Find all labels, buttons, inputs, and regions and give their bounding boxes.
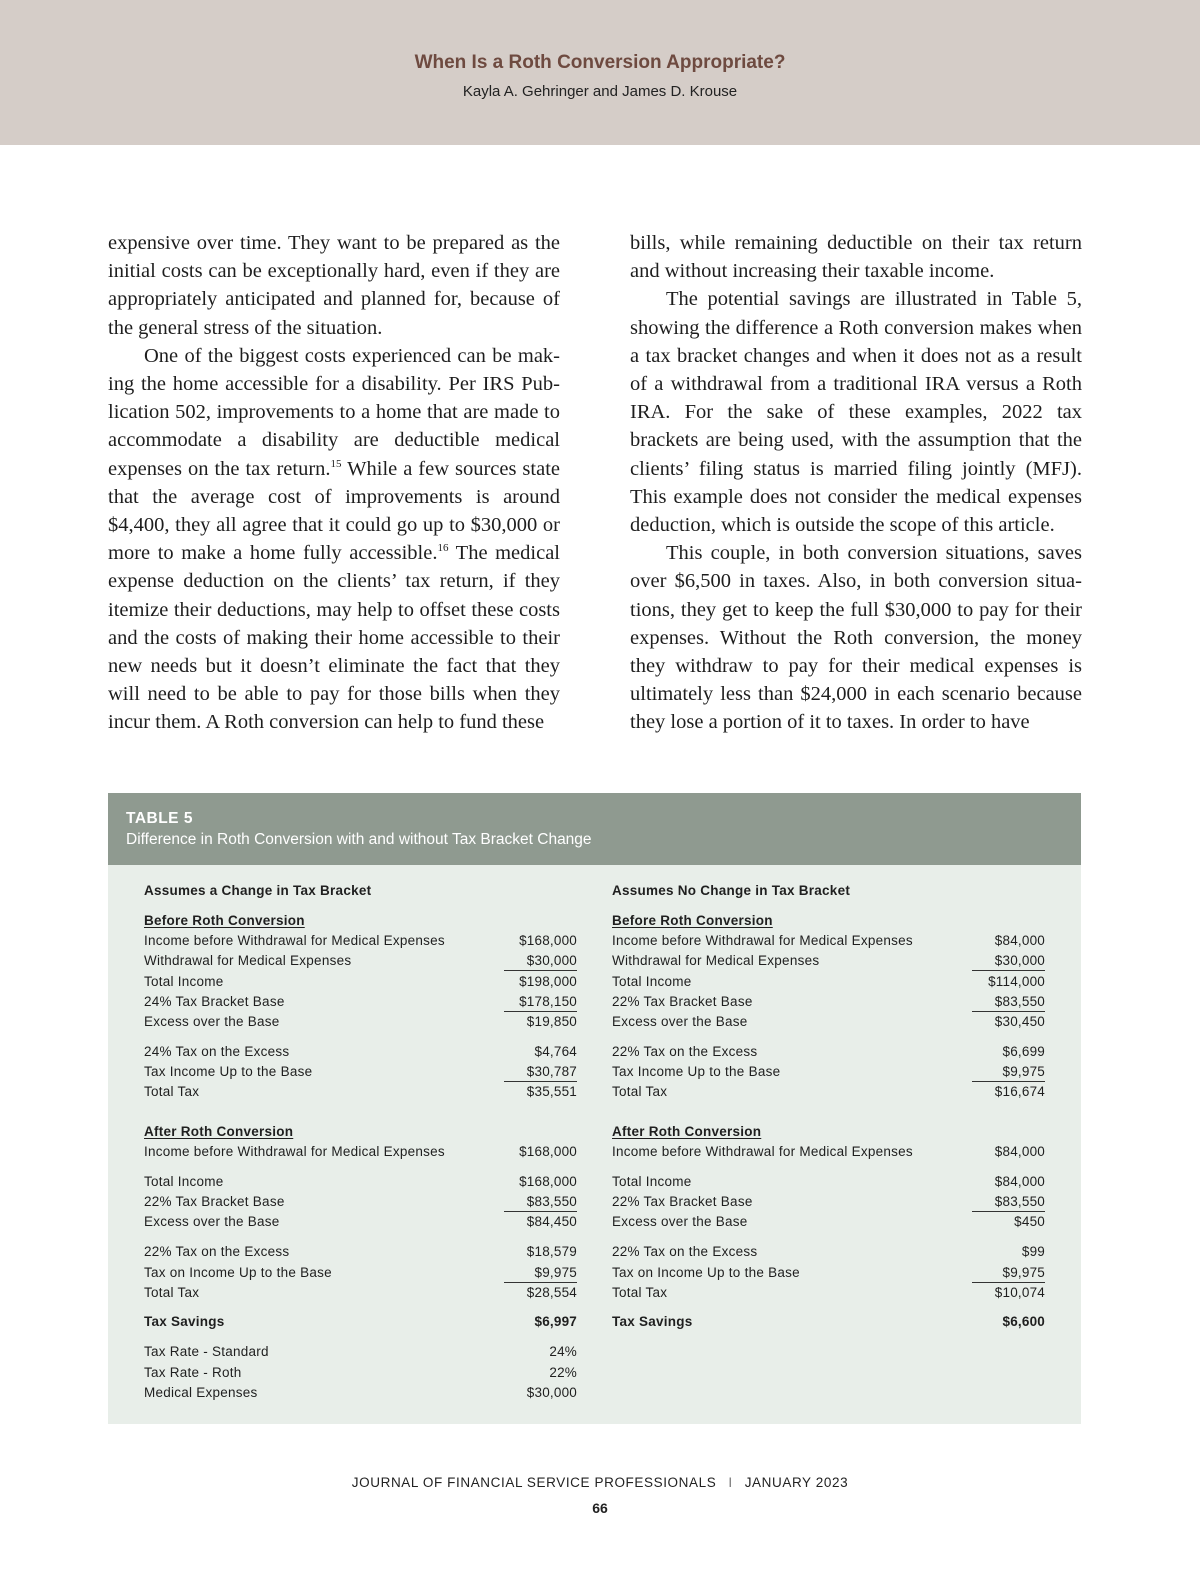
row-label: Tax Rate - Standard: [144, 1344, 269, 1359]
paragraph-text: While a few sources state that the average cost of improvements is around $4,400, they all agree that it could go up to $30,000 or more to make a home fully accessible.: [108, 457, 560, 565]
row-value: $450: [1014, 1214, 1045, 1229]
row-label: Tax Rate - Roth: [144, 1365, 242, 1380]
row-value: $83,550: [504, 1193, 577, 1212]
row-label: Tax on Income Up to the Base: [144, 1265, 332, 1280]
row-value: $9,975: [972, 1264, 1045, 1283]
table-row: [144, 932, 577, 950]
row-label: Total Income: [612, 974, 692, 989]
row-label: Medical Expenses: [144, 1385, 258, 1400]
table-row: [144, 1213, 577, 1231]
row-label: Excess over the Base: [144, 1214, 280, 1229]
row-label: Income before Withdrawal for Medical Expenses: [612, 933, 913, 948]
row-label: Assumes a Change in Tax Bracket: [144, 883, 372, 898]
row-label: 22% Tax on the Excess: [612, 1244, 758, 1259]
row-label: Before Roth Conversion: [612, 913, 773, 928]
row-label: Before Roth Conversion: [144, 913, 305, 928]
table-section-heading: [612, 1123, 1045, 1141]
row-value: $35,551: [526, 1084, 577, 1099]
table-row: [144, 1173, 577, 1191]
table-row: [612, 1284, 1045, 1302]
paragraph: [108, 342, 560, 737]
table-row: [144, 1143, 577, 1161]
row-label: Income before Withdrawal for Medical Expenses: [612, 1144, 913, 1159]
body-column-left: [108, 229, 560, 737]
table-row: [612, 1313, 1045, 1331]
table-row: [612, 1143, 1045, 1161]
row-value: 24%: [549, 1344, 577, 1359]
row-value: $28,554: [526, 1285, 577, 1300]
table-row: [144, 993, 577, 1011]
table-row: [612, 1043, 1045, 1061]
footer-journal: [0, 1475, 1200, 1490]
running-header: [0, 0, 1200, 145]
row-value: $30,450: [994, 1014, 1045, 1029]
issue-date: JANUARY 2023: [744, 1475, 849, 1490]
paragraph-text: One of the biggest costs experienced can be making the home accessible for a disability. Per IRS Publication 502, improvements to a home that are made to accommodate a disability are deductible medical expenses on the tax return.: [108, 344, 560, 480]
table-row: [612, 932, 1045, 950]
table-section-heading: [144, 912, 577, 930]
row-value: $16,674: [994, 1084, 1045, 1099]
row-value: $198,000: [519, 974, 577, 989]
table-row: [144, 1343, 577, 1361]
table-row: [612, 1013, 1045, 1031]
table-section-heading: [144, 1123, 577, 1141]
row-label: After Roth Conversion: [612, 1124, 762, 1139]
article-authors: Kayla A. Gehringer and James D. Krouse: [462, 83, 738, 100]
row-label: 22% Tax Bracket Base: [612, 1194, 753, 1209]
row-value: $9,975: [972, 1063, 1045, 1082]
row-value: $18,579: [526, 1244, 577, 1259]
row-value: $30,000: [972, 952, 1045, 971]
row-label: Total Income: [144, 1174, 224, 1189]
table-row: [612, 1173, 1045, 1191]
table-row: [144, 1193, 577, 1211]
row-value: $168,000: [519, 1174, 577, 1189]
row-value: $30,787: [504, 1063, 577, 1082]
row-label: Tax Income Up to the Base: [612, 1064, 781, 1079]
table-row: [144, 1313, 577, 1331]
table-row: [144, 1063, 577, 1081]
row-label: 24% Tax Bracket Base: [144, 994, 285, 1009]
row-label: Income before Withdrawal for Medical Expenses: [144, 933, 445, 948]
table-row: [144, 1364, 577, 1382]
footnote-ref[interactable]: 16: [437, 542, 449, 555]
table-column-heading: [612, 882, 1045, 900]
row-label: Excess over the Base: [612, 1214, 748, 1229]
row-value: $178,150: [504, 993, 577, 1012]
row-label: Total Income: [612, 1174, 692, 1189]
table-section-heading: [612, 912, 1045, 930]
paragraph: bills, while remaining deductible on their tax return and without increasing their taxable income.: [630, 232, 1082, 283]
row-label: After Roth Conversion: [144, 1124, 294, 1139]
row-value: 22%: [549, 1365, 577, 1380]
table-row: [612, 1193, 1045, 1211]
row-value: $6,997: [534, 1314, 577, 1329]
table-row: [144, 952, 577, 970]
row-value: $10,074: [994, 1285, 1045, 1300]
footer-separator: I: [728, 1475, 733, 1490]
paragraph-text: The medical expense deduction on the clients’ tax return, if they itemize their deductions, may help to offset these costs and the costs of making their home accessible to their new needs but it doesn’t eliminate the fact that they will need to be able to pay for those bills when they incur them. A Roth conversion can help to fund these: [108, 542, 560, 734]
row-label: Total Tax: [144, 1285, 200, 1300]
row-label: Total Tax: [612, 1084, 668, 1099]
table-row: [612, 1063, 1045, 1081]
row-value: $30,000: [526, 1385, 577, 1400]
row-value: $6,699: [1002, 1044, 1045, 1059]
row-value: $168,000: [519, 933, 577, 948]
table-header: [108, 793, 1081, 865]
article-title: When Is a Roth Conversion Appropriate?: [414, 52, 786, 73]
table-column-heading: [144, 882, 577, 900]
row-value: $84,450: [526, 1214, 577, 1229]
row-label: Tax Savings: [612, 1314, 693, 1329]
row-label: Tax on Income Up to the Base: [612, 1265, 800, 1280]
row-value: $83,550: [972, 993, 1045, 1012]
row-label: Total Tax: [144, 1084, 200, 1099]
table-row: [144, 1243, 577, 1261]
row-label: 22% Tax Bracket Base: [144, 1194, 285, 1209]
row-label: Total Income: [144, 974, 224, 989]
row-label: Excess over the Base: [612, 1014, 748, 1029]
table-row: [612, 1243, 1045, 1261]
paragraph: The potential savings are illustrated in Table 5, showing the difference a Roth conversion makes when a tax bracket changes and when it does not as a result of a withdrawal from a traditional IRA versus a Roth IRA. For the sake of these examples, 2022 tax brackets are being used, with the assumption that the clients’ filing status is married filing jointly (MFJ). This example does not consider the medical expenses deduction, which is outside the scope of this article.: [630, 288, 1082, 537]
row-value: $84,000: [994, 1174, 1045, 1189]
row-value: $30,000: [504, 952, 577, 971]
table-row: [612, 1083, 1045, 1101]
row-value: $168,000: [519, 1144, 577, 1159]
row-label: Tax Savings: [144, 1314, 225, 1329]
table-row: [612, 1264, 1045, 1282]
row-label: Withdrawal for Medical Expenses: [144, 953, 352, 968]
row-label: Withdrawal for Medical Expenses: [612, 953, 820, 968]
row-value: $114,000: [988, 974, 1045, 989]
row-label: Tax Income Up to the Base: [144, 1064, 313, 1079]
row-label: Assumes No Change in Tax Bracket: [612, 883, 851, 898]
table-row: [144, 1083, 577, 1101]
row-value: $99: [1021, 1244, 1045, 1259]
body-column-right: [630, 229, 1082, 737]
row-value: $9,975: [504, 1264, 577, 1283]
table-row: [144, 1013, 577, 1031]
row-value: $84,000: [994, 1144, 1045, 1159]
row-value: $6,600: [1002, 1314, 1045, 1329]
table-row: [144, 1043, 577, 1061]
table-row: [144, 973, 577, 991]
row-label: 24% Tax on the Excess: [144, 1044, 290, 1059]
table-label: TABLE 5: [126, 810, 193, 827]
row-value: $83,550: [972, 1193, 1045, 1212]
paragraph: expensive over time. They want to be prepared as the initial costs can be exceptionally hard, even if they are appropriately anticipated and planned for, because of the general stress of the situation.: [108, 232, 560, 339]
paragraph: This couple, in both conversion situations, saves over $6,500 in taxes. Also, in both conversion situations, they get to keep the full $30,000 to pay for their expenses. Without the Roth conversion, the money they withdraw to pay for their medical expenses is ultimately less than $24,000 in each scenario because they lose a portion of it to taxes. In order to have: [630, 542, 1082, 734]
table-row: [144, 1384, 577, 1402]
row-value: $84,000: [994, 933, 1045, 948]
table-5: [108, 793, 1081, 1424]
row-label: Total Tax: [612, 1285, 668, 1300]
row-label: 22% Tax Bracket Base: [612, 994, 753, 1009]
table-row: [612, 993, 1045, 1011]
table-row: [144, 1264, 577, 1282]
row-label: 22% Tax on the Excess: [144, 1244, 290, 1259]
row-value: $4,764: [534, 1044, 577, 1059]
row-label: 22% Tax on the Excess: [612, 1044, 758, 1059]
row-label: Excess over the Base: [144, 1014, 280, 1029]
footnote-ref[interactable]: 15: [330, 457, 342, 470]
table-row: [612, 973, 1045, 991]
journal-name: JOURNAL OF FINANCIAL SERVICE PROFESSIONALS: [351, 1475, 717, 1490]
table-caption: Difference in Roth Conversion with and without Tax Bracket Change: [126, 831, 592, 848]
table-row: [612, 952, 1045, 970]
row-label: Income before Withdrawal for Medical Expenses: [144, 1144, 445, 1159]
row-value: $19,850: [526, 1014, 577, 1029]
page-number: 66: [592, 1500, 608, 1516]
table-row: [612, 1213, 1045, 1231]
table-row: [144, 1284, 577, 1302]
